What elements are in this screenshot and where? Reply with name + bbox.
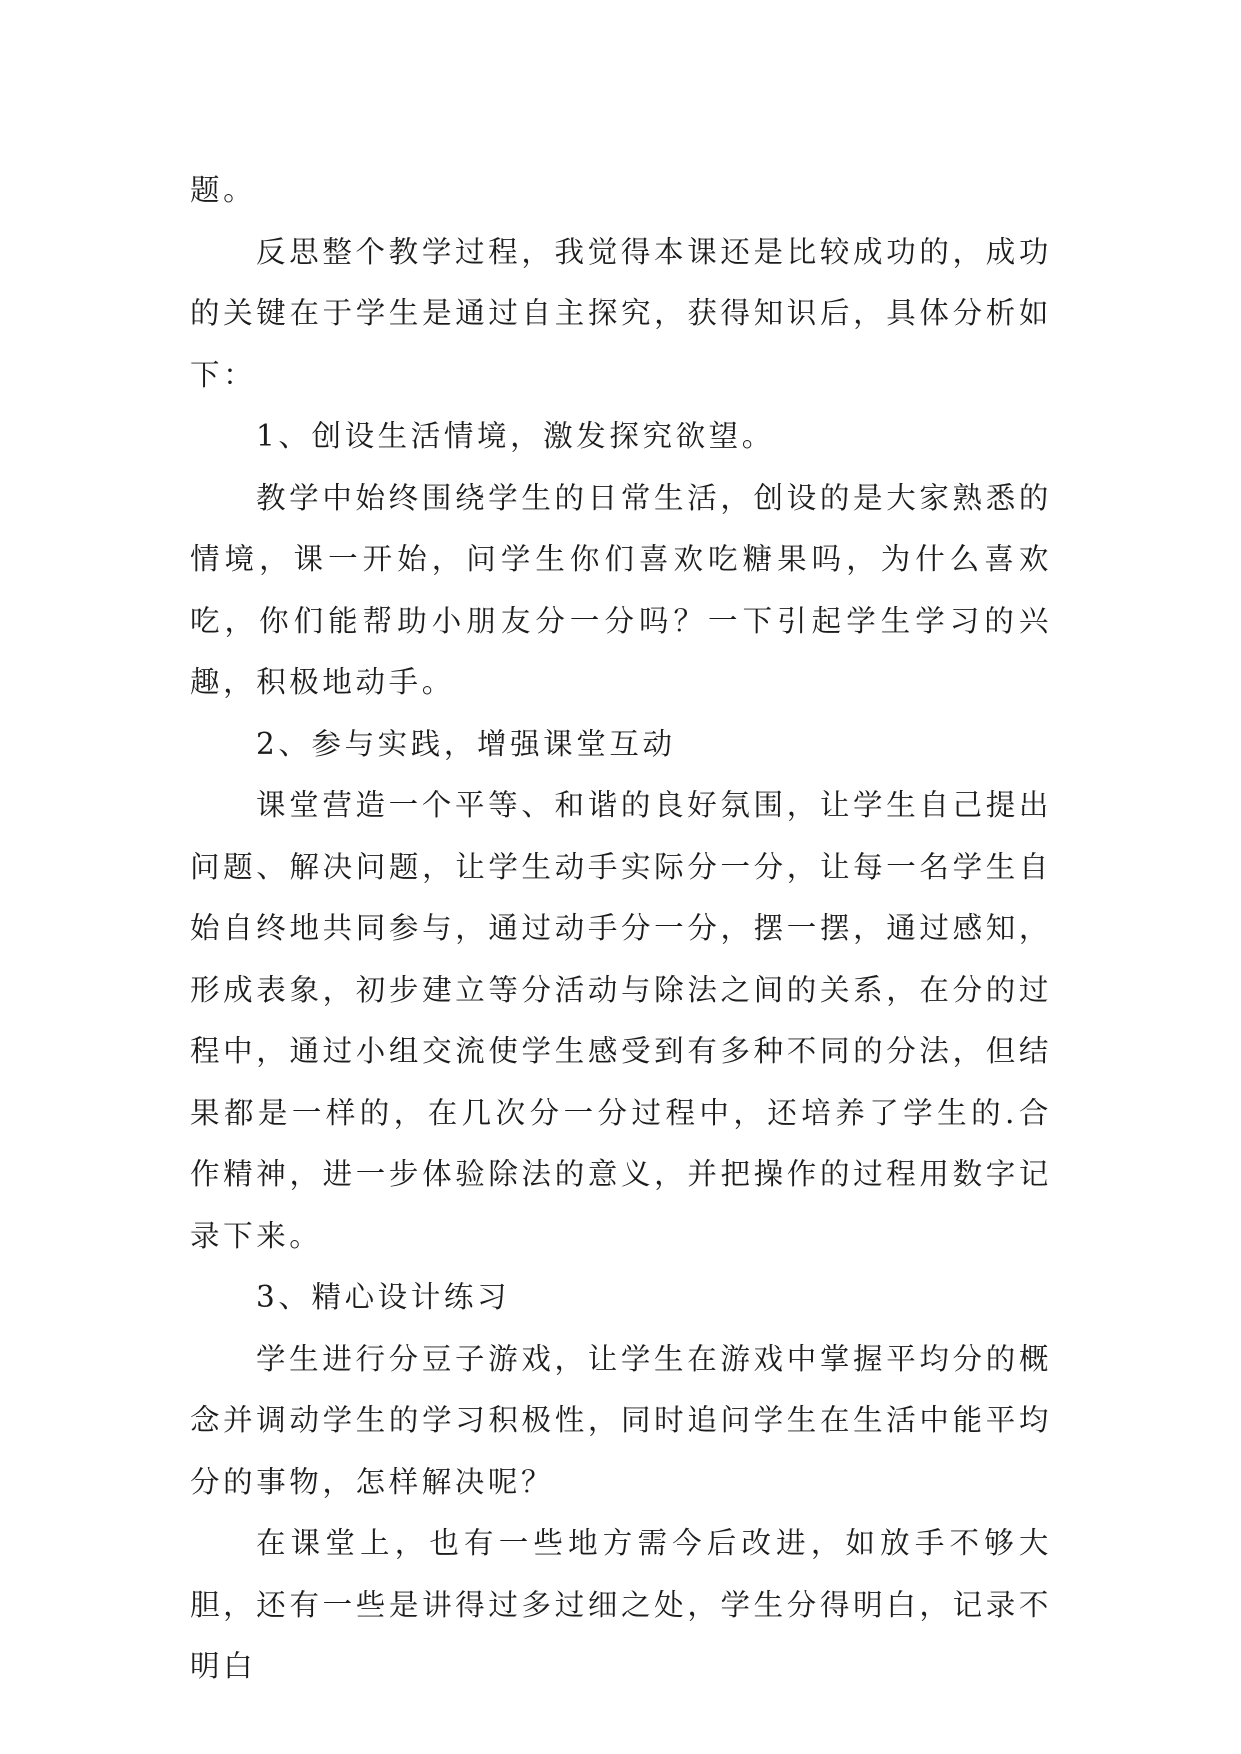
section-heading: 2、参与实践，增强课堂互动 [256,726,676,761]
paragraph: 在课堂上，也有一些地方需今后改进，如放手不够大胆，还有一些是讲得过多过细之处，学生分得明白，记录不明白 [190,1526,1052,1683]
paragraph: 题。 [190,173,257,207]
paragraph: 教学中始终围绕学生的日常生活，创设的是大家熟悉的情境，课一开始，问学生你们喜欢吃糖果吗，为什么喜欢吃，你们能帮助小朋友分一分吗？一下引起学生学习的兴趣，积极地动手。 [190,480,1052,699]
paragraph: 学生进行分豆子游戏，让学生在游戏中掌握平均分的概念并调动学生的学习积极性，同时追问学生在生活中能平均分的事物，怎样解决呢？ [190,1341,1052,1499]
section-heading: 3、精心设计练习 [256,1280,511,1314]
document-body [190,160,1052,1698]
paragraph: 反思整个教学过程，我觉得本课还是比较成功的，成功的关键在于学生是通过自主探究，获得知识后，具体分析如下： [190,234,1052,392]
section-heading: 1、创设生活情境，激发探究欲望。 [256,419,775,453]
paragraph: 课堂营造一个平等、和谐的良好氛围，让学生自己提出问题、解决问题，让学生动手实际分一分，让每一名学生自始自终地共同参与，通过动手分一分，摆一摆，通过感知，形成表象，初步建立等分活动与除法之间的关系，在分的过程中，通过小组交流使学生感受到有多种不同的分法，但结果都是一样的，在几次分一分过程中，还培养了学生的.合作精神，进一步体验除法的意义，并把操作的过程用数字记录下来。 [190,788,1052,1253]
